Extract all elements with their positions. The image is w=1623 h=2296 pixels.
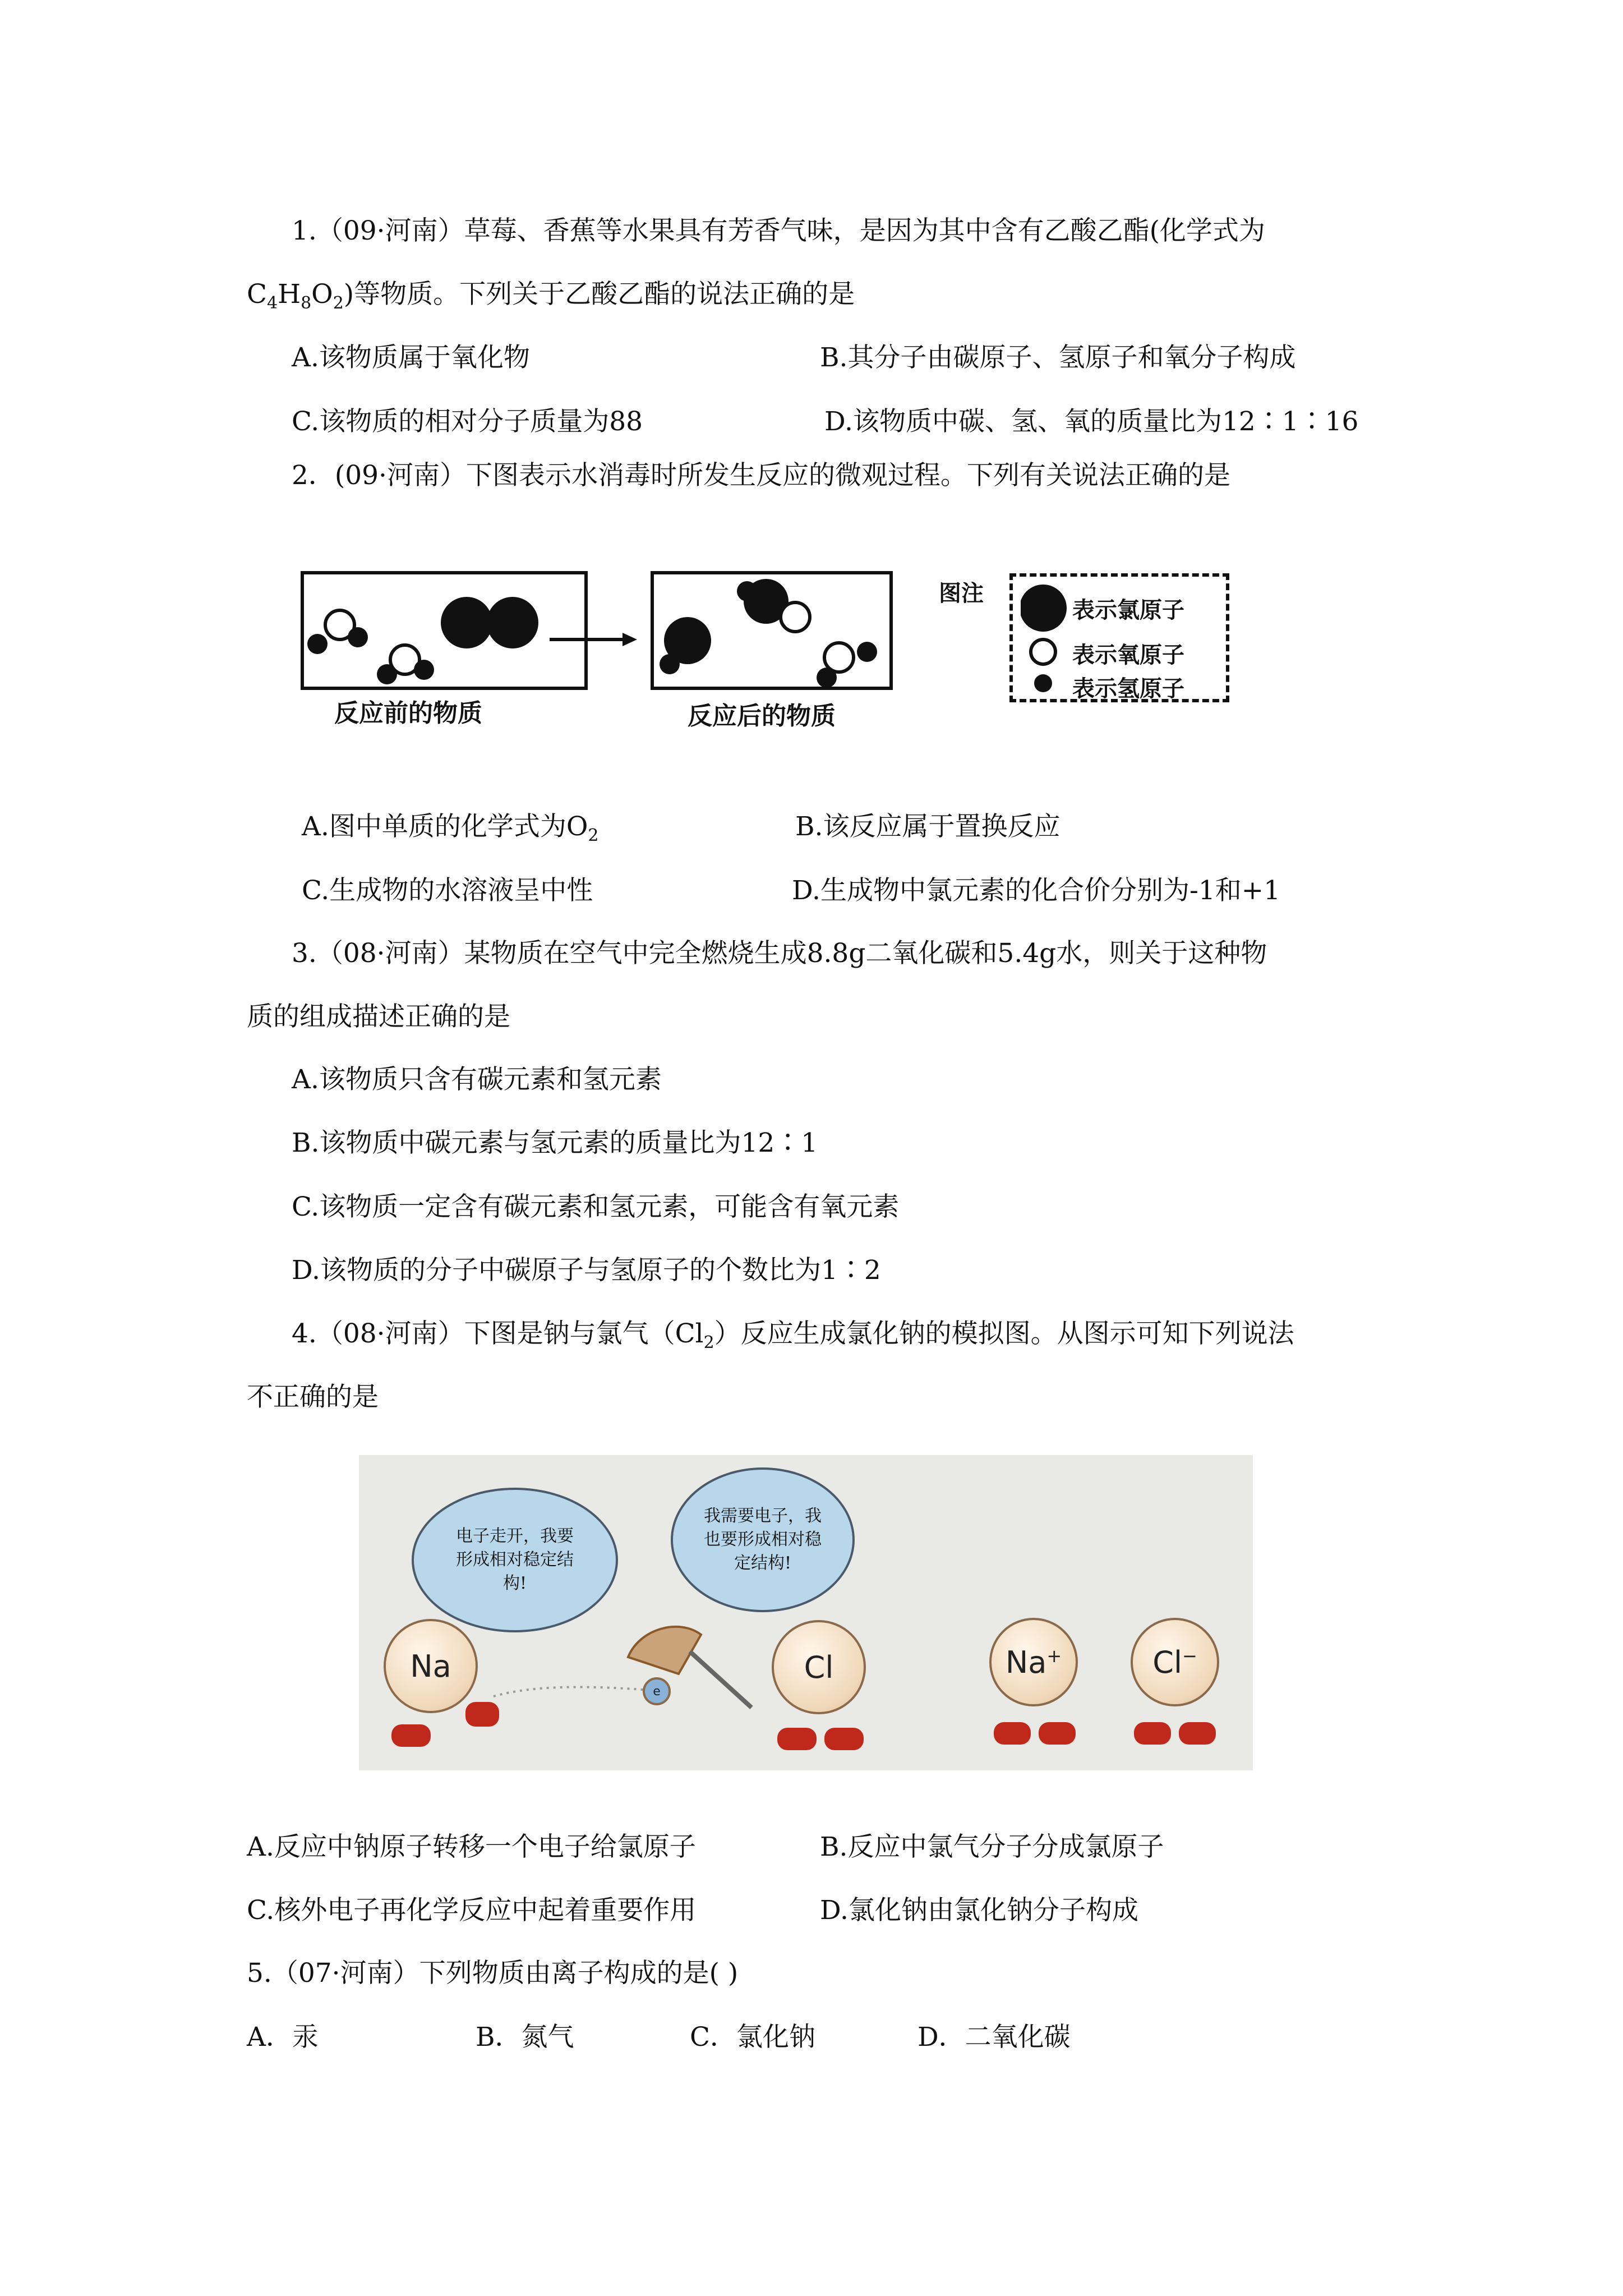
q1-stem-line2: $C_4H_8O_2$)等物质。下列关于乙酸乙酯的说法正确的是 (247, 279, 855, 313)
legend-title: 图注 (939, 580, 984, 606)
after-caption: 反应后的物质 (688, 702, 836, 730)
cl-ion-label: Cl− (1152, 1644, 1197, 1680)
q4-option-c: C.核外电子再化学反应中起着重要作用 (247, 1895, 697, 1926)
q1-option-b: B.其分子由碳原子、氢原子和氧分子构成 (820, 342, 1296, 373)
cl-foot-left (777, 1728, 817, 1750)
legend-o: 表示氧原子 (1072, 642, 1184, 668)
q5-stem: 5.（07·河南）下列物质由离子构成的是( ) (247, 1958, 739, 1989)
cl-ion-foot-left (1134, 1722, 1171, 1745)
q4-option-b: B.反应中氯气分子分成氯原子 (820, 1832, 1164, 1862)
na-label: Na (410, 1648, 451, 1684)
q1-option-c: C.该物质的相对分子质量为88 (292, 406, 643, 437)
q3-option-a: A.该物质只含有碳元素和氢元素 (292, 1064, 662, 1095)
q5-option-c: C．氯化钠 (690, 2022, 815, 2053)
legend-box (1009, 573, 1229, 702)
q3-option-c: C.该物质一定含有碳元素和氢元素，可能含有氧元素 (292, 1191, 900, 1222)
sodium-chlorine-illustration (359, 1455, 1253, 1770)
cl-speech-text: 我需要电子，我也要形成相对稳定结构! (704, 1506, 822, 1573)
q1-stem-line1: 1.（09·河南）草莓、香蕉等水果具有芳香气味，是因为其中含有乙酸乙酯(化学式为 (292, 215, 1265, 246)
cl-ion-character (1131, 1618, 1219, 1706)
q3-option-b: B.该物质中碳元素与氢元素的质量比为12∶1 (292, 1128, 818, 1158)
q4-stem-line2: 不正确的是 (247, 1382, 379, 1412)
cl-atom-character (772, 1620, 866, 1714)
q1-option-d: D.该物质中碳、氢、氧的质量比为12∶1∶16 (824, 406, 1359, 437)
legend-h: 表示氢原子 (1072, 675, 1184, 702)
na-speech-bubble (412, 1488, 618, 1632)
q3-option-d: D.该物质的分子中碳原子与氢原子的个数比为1∶2 (292, 1255, 881, 1286)
after-molecules (654, 574, 889, 687)
q5-option-d: D．二氧化碳 (917, 2022, 1071, 2053)
na-ion-foot-right (1039, 1722, 1076, 1745)
cl-ion-foot-right (1179, 1722, 1216, 1745)
q3-stem-line2: 质的组成描述正确的是 (247, 1001, 510, 1032)
reaction-arrow-icon (544, 628, 639, 651)
q4-option-a: A.反应中钠原子转移一个电子给氯原子 (247, 1832, 696, 1862)
na-foot-right (465, 1702, 499, 1727)
electron-icon (643, 1677, 671, 1705)
legend-cl: 表示氯原子 (1072, 597, 1184, 623)
na-foot-left (391, 1724, 431, 1747)
cl-foot-right (824, 1728, 864, 1750)
legend-atoms-icon (1021, 582, 1071, 694)
q5-option-b: B．氮气 (476, 2022, 574, 2053)
cl-speech-bubble (671, 1467, 855, 1612)
na-atom-character (384, 1619, 478, 1713)
na-ion-label: Na+ (1005, 1644, 1062, 1680)
na-speech-text: 电子走开，我要形成相对稳定结构! (456, 1526, 574, 1593)
na-ion-foot-left (994, 1722, 1031, 1745)
q5-option-a: A．汞 (247, 2022, 319, 2053)
before-caption: 反应前的物质 (334, 699, 482, 728)
q4-option-d: D.氯化钠由氯化钠分子构成 (820, 1895, 1138, 1926)
na-ion-character (989, 1618, 1078, 1706)
q2-option-d: D.生成物中氯元素的化合价分别为-1和+1 (792, 875, 1281, 906)
q2-option-c: C.生成物的水溶液呈中性 (302, 875, 593, 906)
q1-option-a: A.该物质属于氧化物 (292, 342, 530, 373)
cl-label: Cl (804, 1649, 834, 1685)
reaction-after-box (651, 571, 893, 690)
q3-stem-line1: 3.（08·河南）某物质在空气中完全燃烧生成8.8g二氧化碳和5.4g水，则关于这种物 (292, 938, 1267, 969)
electron-label: e (653, 1684, 661, 1699)
q2-option-a: A.图中单质的化学式为$O_2$ (302, 811, 599, 845)
q2-option-b: B.该反应属于置换反应 (795, 811, 1061, 842)
before-molecules (304, 574, 584, 687)
q4-stem-line1: 4.（08·河南）下图是钠与氯气$(Cl_2)$反应生成氯化钠的模拟图。从图示可知下列说法 (292, 1318, 1294, 1352)
q2-stem: 2．(09·河南）下图表示水消毒时所发生反应的微观过程。下列有关说法正确的是 (292, 460, 1230, 491)
